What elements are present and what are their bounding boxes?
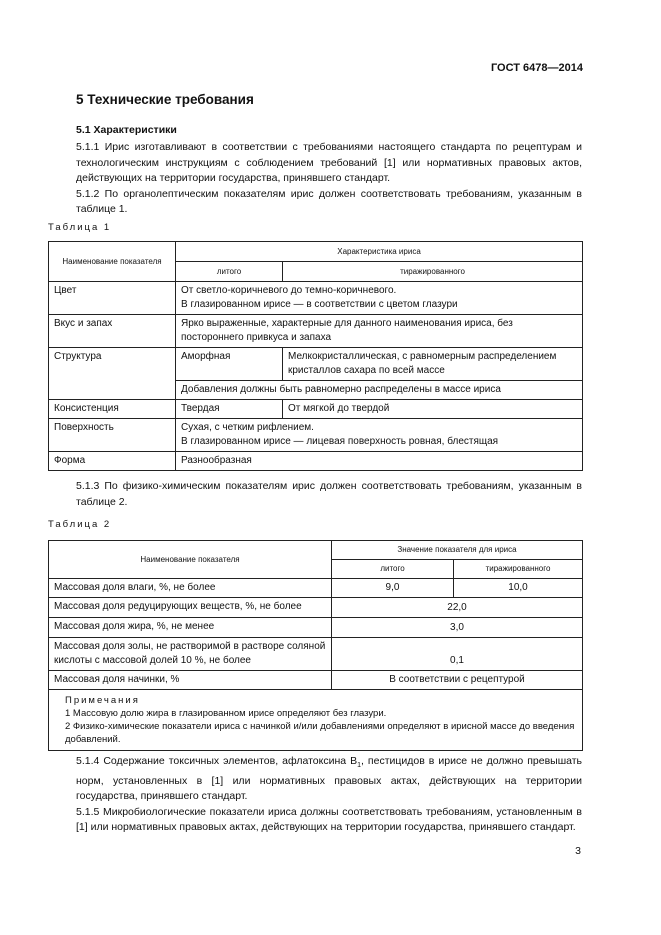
t2-row1-val: 22,0 [332,598,583,618]
t1-struct-add: Добавления должны быть равномерно распределены в массе ириса [176,381,583,400]
t2-head-val: Значение показателя для ириса [332,541,583,560]
paragraph-5-1-4-5 [76,754,582,836]
t2-row4-name: Массовая доля начинки, % [49,671,332,690]
table-row [49,452,583,471]
page-number: 3 [575,845,581,857]
p514-part-b: , пестицидов в ирисе не должно превышать норм, установленных в [1] или нормативных правовых актах, действующих на территории государства, принявшего стандарт. [76,755,583,803]
paragraph-5-1-1: 5.1.1 Ирис изготавливают в соответствии с требованиями настоящего стандарта по рецептурам и технологическим инструкциям с соблюдением требований [1] или нормативных правовых актов, действующих на территории государства, принявшего стандарт. [76,141,582,184]
table-row [49,348,583,381]
t1-surf-val-1: Сухая, с четким рифлением. [181,422,314,433]
table-row [49,400,583,419]
t2-row0-name: Массовая доля влаги, %, не более [49,579,332,598]
subsection-title: 5.1 Характеристики [76,124,177,136]
t1-struct-lit: Аморфная [176,348,283,381]
t2-head-name: Наименование показателя [49,541,332,579]
table-row [49,419,583,452]
paragraph-5-1-2: 5.1.2 По органолептическим показателям ирис должен соответствовать требованиям, указанным в таблице 1. [76,187,582,215]
note-2: 2 Физико-химические показатели ириса с начинкой и/или добавлениями определяют в ирисной массе до введения добавлений. [65,721,575,745]
t2-row0-tir: 10,0 [454,579,583,598]
table-row [49,579,583,598]
table-row [49,282,583,315]
t1-head-name: Наименование показателя [49,242,176,282]
table-row [49,598,583,618]
table1-caption: Таблица 1 [48,222,112,233]
section-title: 5 Технические требования [76,92,254,107]
t1-taste-name: Вкус и запах [49,315,176,348]
standard-header: ГОСТ 6478—2014 [490,62,583,74]
t2-row4-val: В соответствии с рецептурой [332,671,583,690]
t2-row1-name: Массовая доля редуцирующих веществ, %, не более [49,598,332,618]
t1-struct-name: Структура [49,348,176,400]
t1-color-name: Цвет [49,282,176,315]
t1-taste-val: Ярко выраженные, характерные для данного наименования ириса, без постороннего привкуса и запаха [176,315,583,348]
note-1: 1 Массовую долю жира в глазированном ирисе определяют без глазури. [65,708,387,719]
t1-cons-lit: Твердая [176,400,283,419]
table-row [49,671,583,690]
t2-head-lit: литого [332,560,454,579]
t2-row2-name: Массовая доля жира, %, не менее [49,618,332,638]
t1-struct-tir: Мелкокристаллическая, с равномерным распределением кристаллов сахара по всей массе [283,348,583,381]
paragraph-5-1-4 [76,754,582,805]
t1-color-val-1: От светло-коричневого до темно-коричневого. [181,285,397,296]
t1-head-char: Характеристика ириса [176,242,583,262]
table2-caption: Таблица 2 [48,519,112,530]
t2-row0-lit: 9,0 [332,579,454,598]
table2-notes [49,690,583,751]
p514-subscript: 1 [357,762,362,770]
p514-part-a: 5.1.4 Содержание токсичных элементов, афлатоксина В [76,755,358,767]
t2-row2-val: 3,0 [332,618,583,638]
t1-form-name: Форма [49,452,176,471]
table-row [49,618,583,638]
t1-head-lit: литого [176,262,283,282]
t1-head-tir: тиражированного [283,262,583,282]
t2-head-tir: тиражированного [454,560,583,579]
table-row [49,690,583,751]
t1-color-val-2: В глазированном ирисе — в соответствии с цветом глазури [181,299,458,310]
t1-cons-name: Консистенция [49,400,176,419]
table2 [48,540,583,751]
table-row [49,315,583,348]
paragraph-5-1-5: 5.1.5 Микробиологические показатели ириса должны соответствовать требованиям, установленным в [1] или нормативных правовых актах, действующих на территории государства, принявшего стандарт. [76,805,582,834]
t2-row3-name: Массовая доля золы, не растворимой в растворе соляной кислоты с массовой долей 10 %, не более [49,638,332,671]
paragraph-5-1-3 [76,479,582,510]
t1-surf-val-2: В глазированном ирисе — лицевая поверхность ровная, блестящая [181,436,499,447]
table1 [48,241,583,471]
paragraph-5-1-3-text: 5.1.3 По физико-химическим показателям ирис должен соответствовать требованиям, указанным в таблице 2. [76,480,582,508]
t2-row3-val: 0,1 [332,638,583,671]
paragraph-5-1-1-2 [76,140,582,218]
t1-form-val: Разнообразная [176,452,583,471]
notes-title: Примечания [65,695,140,706]
t1-surf-name: Поверхность [49,419,176,452]
table-row [49,638,583,671]
t1-cons-tir: От мягкой до твердой [283,400,583,419]
